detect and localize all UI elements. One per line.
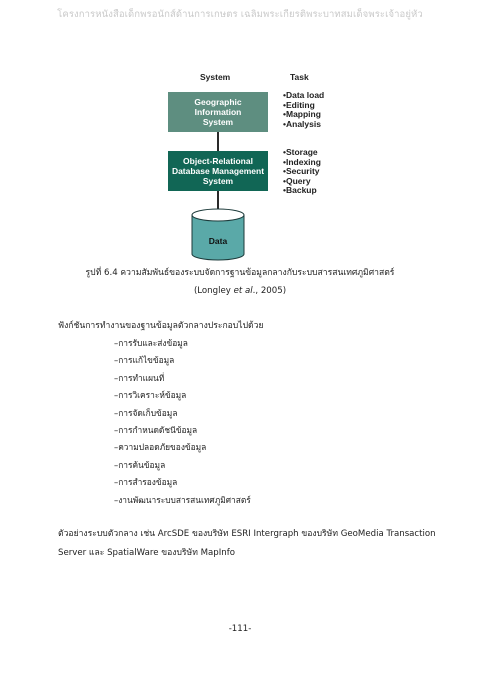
running-header: โครงการหนังสือเด็กพรอนักส์ด้านการเกษตร เฉลิมพระเกียรติพระบาทสมเด็จพระเจ้าอยู่หัว xyxy=(57,9,423,20)
task-item: • Data load xyxy=(283,91,324,101)
task-column-heading: Task xyxy=(290,72,309,82)
list-item: – การวิเคราะห์ข้อมูล xyxy=(114,388,251,405)
gis-box-line: Information xyxy=(194,107,242,117)
data-cylinder-icon xyxy=(190,208,246,262)
figure-caption: รูปที่ 6.4 ความสัมพันธ์ของระบบจัดการฐานข้อมูลกลางกับระบบสารสนเทศภูมิศาสตร์ xyxy=(85,268,395,278)
data-label: Data xyxy=(208,236,228,246)
figure-citation xyxy=(0,286,480,296)
example-paragraph: ตัวอย่างระบบตัวกลาง เช่น ArcSDE ของบริษัท ESRI Intergraph ของบริษัท GeoMedia Transaction Server และ SpatialWare ของบริษัท MapInfo xyxy=(58,529,436,558)
list-item: – ความปลอดภัยของข้อมูล xyxy=(114,440,251,457)
db-task-list xyxy=(283,148,321,196)
list-item: – การทำแผนที่ xyxy=(114,371,251,388)
ordbms-box-line: System xyxy=(202,176,234,186)
citation-author: (Longley xyxy=(193,286,234,296)
gis-task-list xyxy=(283,91,324,129)
citation-etal: et al xyxy=(233,286,253,296)
list-item: – การแก้ไขข้อมูล xyxy=(114,353,251,370)
citation-year: ., 2005) xyxy=(252,286,287,296)
list-item: – การรับและส่งข้อมูล xyxy=(114,336,251,353)
task-item: • Storage xyxy=(283,148,321,158)
task-item: • Mapping xyxy=(283,110,324,120)
task-item: • Query xyxy=(283,177,321,187)
task-item: • Backup xyxy=(283,186,321,196)
task-item: • Security xyxy=(283,167,321,177)
task-item: • Editing xyxy=(283,101,324,111)
system-column-heading: System xyxy=(200,72,231,82)
list-item: – การจัดเก็บข้อมูล xyxy=(114,406,251,423)
gis-box-line: System xyxy=(202,117,234,127)
function-list xyxy=(114,336,251,510)
list-item: – งานพัฒนาระบบสารสนเทศภูมิศาสตร์ xyxy=(114,493,251,510)
ordbms-box xyxy=(168,151,268,191)
page-number: -111- xyxy=(228,624,252,634)
task-item: • Analysis xyxy=(283,120,324,130)
list-item: – การสำรองข้อมูล xyxy=(114,475,251,492)
intro-text: ฟังก์ชันการทำงานของฐานข้อมูลตัวกลางประกอบไปด้วย xyxy=(58,321,264,331)
ordbms-box-line: Database Management xyxy=(171,166,265,176)
gis-box-line: Geographic xyxy=(194,97,242,107)
list-item: – การกำหนดดัชนีข้อมูล xyxy=(114,423,251,440)
list-item: – การค้นข้อมูล xyxy=(114,458,251,475)
gis-box xyxy=(168,92,268,132)
gis-dbms-diagram xyxy=(0,0,480,270)
ordbms-box-line: Object-Relational xyxy=(183,156,253,166)
gis-db-connector xyxy=(217,132,219,151)
task-item: • Indexing xyxy=(283,158,321,168)
